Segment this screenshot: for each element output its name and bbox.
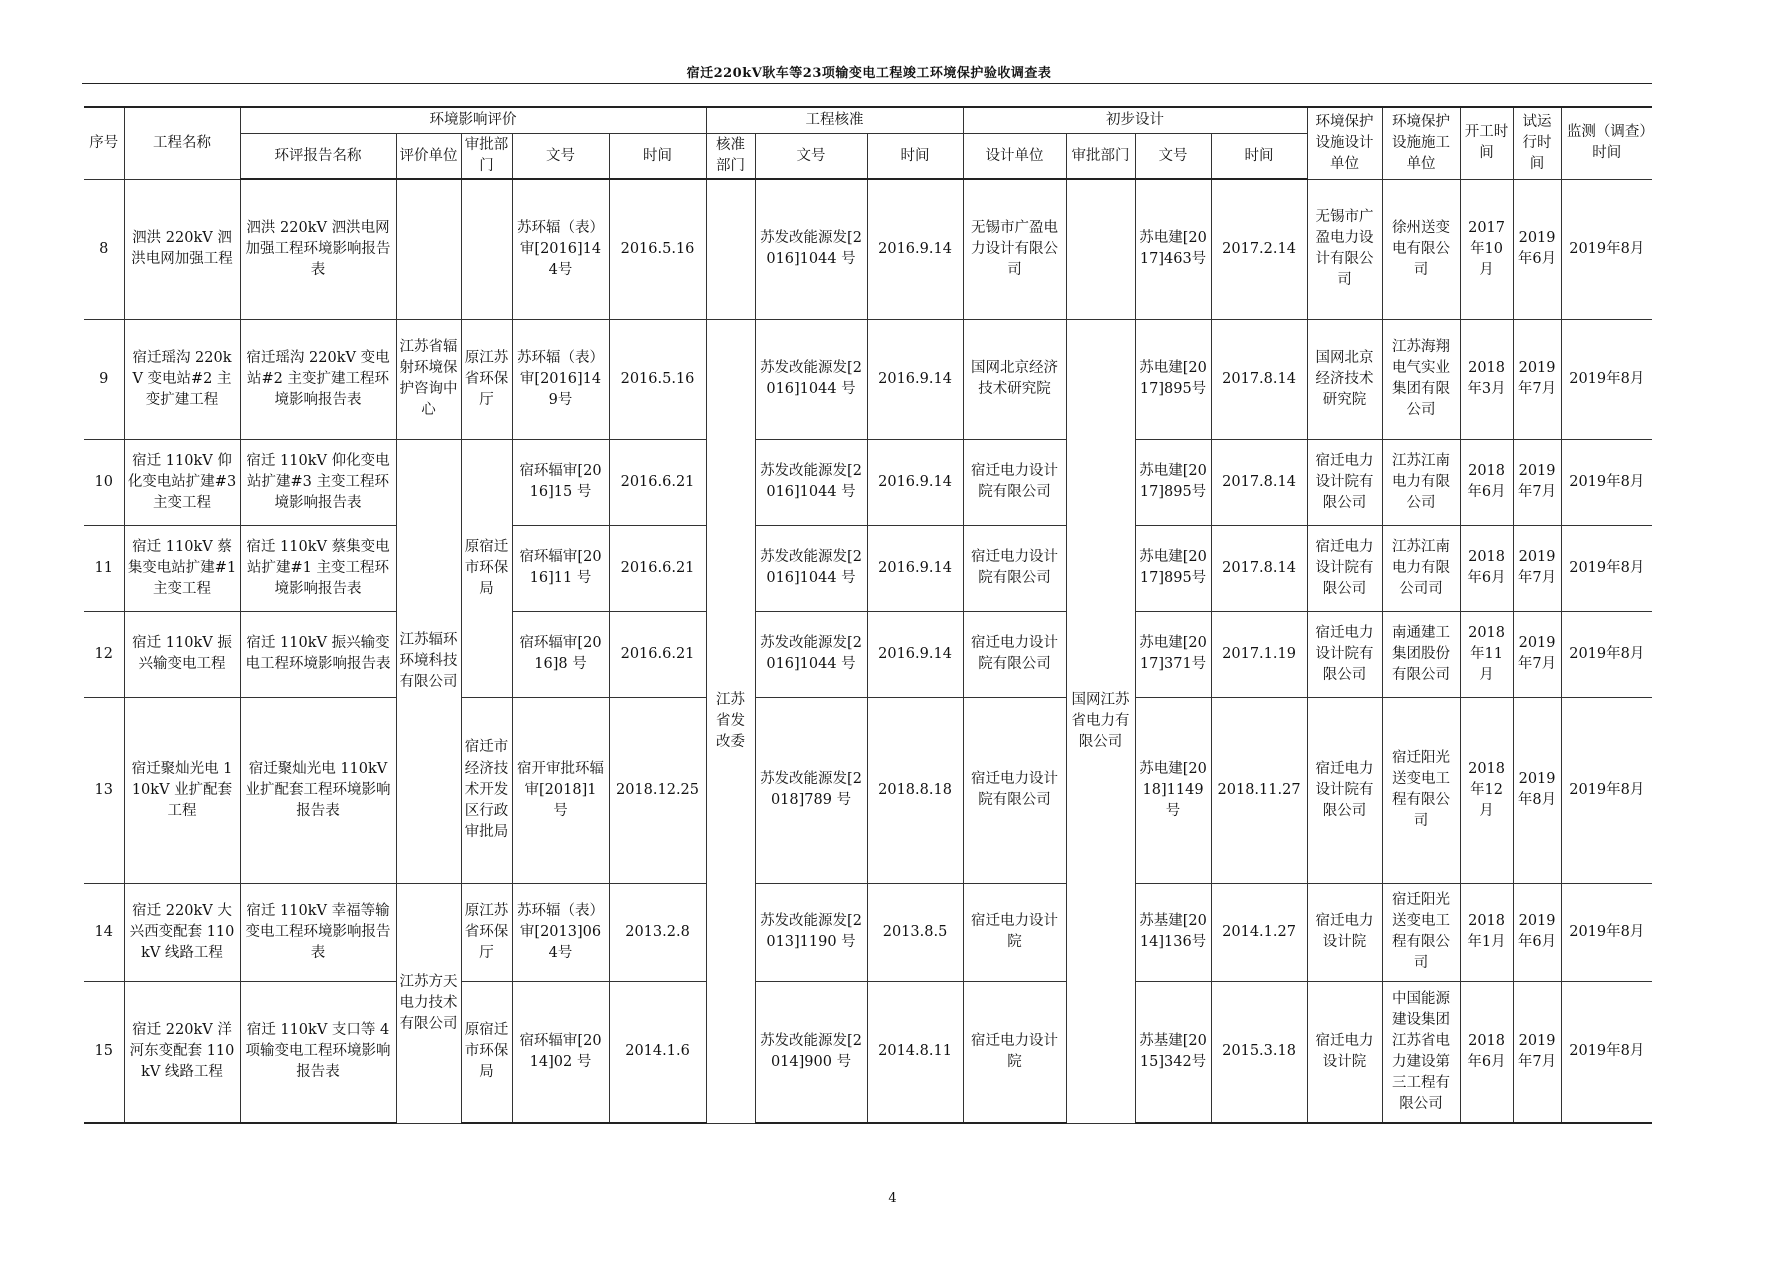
- cell-monitor-time: 2019年8月: [1561, 179, 1652, 319]
- cell-approval-time: 2016.9.14: [867, 611, 963, 697]
- cell-env-build-unit: 江苏江南电力有限公司: [1382, 439, 1460, 525]
- cell-env-build-unit: 宿迁阳光送变电工程有限公司: [1382, 697, 1460, 883]
- page-title: 宿迁220kV耿车等23项输变电工程竣工环境保护验收调查表: [686, 66, 1052, 81]
- cell-approval-time: 2013.8.5: [867, 883, 963, 981]
- cell-approval-time: 2016.9.14: [867, 319, 963, 439]
- cell-design-unit: 宿迁电力设计院有限公司: [963, 525, 1066, 611]
- header-design-dept: 审批部门: [1066, 134, 1135, 180]
- cell-start-time: 2018年6月: [1460, 439, 1513, 525]
- cell-approval-doc: 苏发改能源发[2016]1044 号: [755, 179, 867, 319]
- cell-env-design-unit: 宿迁电力设计院有限公司: [1307, 611, 1382, 697]
- cell-env-design-unit: 无锡市广盈电力设计有限公司: [1307, 179, 1382, 319]
- table-row: [84, 611, 1652, 697]
- cell-design-doc: 苏基建[2015]342号: [1135, 981, 1211, 1123]
- header-approval-dept: 核准部门: [706, 134, 755, 180]
- cell-eia-unit: 江苏省辐射环境保护咨询中心: [396, 319, 461, 439]
- cell-project-name: 宿迁 220kV 洋河东变配套 110kV 线路工程: [124, 981, 240, 1123]
- cell-seq: 8: [84, 179, 124, 319]
- cell-approval-doc: 苏发改能源发[2016]1044 号: [755, 525, 867, 611]
- cell-eia-unit: 江苏方天电力技术有限公司: [396, 883, 461, 1123]
- cell-eia-doc: 宿环辐审[2016]15 号: [512, 439, 609, 525]
- header-trial-time: 试运行时间: [1513, 107, 1561, 179]
- header-design-doc: 文号: [1135, 134, 1211, 180]
- cell-eia-report: 宿迁 110kV 仰化变电站扩建#3 主变工程环境影响报告表: [240, 439, 396, 525]
- cell-eia-report: 宿迁聚灿光电 110kV 业扩配套工程环境影响报告表: [240, 697, 396, 883]
- cell-approval-dept: [706, 179, 755, 319]
- header-design-unit: 设计单位: [963, 134, 1066, 180]
- cell-project-name: 宿迁 220kV 大兴西变配套 110kV 线路工程: [124, 883, 240, 981]
- cell-eia-time: 2018.12.25: [609, 697, 706, 883]
- cell-trial-time: 2019年7月: [1513, 439, 1561, 525]
- cell-env-build-unit: 徐州送变电有限公司: [1382, 179, 1460, 319]
- header-seq: 序号: [84, 107, 124, 179]
- cell-design-unit: 宿迁电力设计院有限公司: [963, 439, 1066, 525]
- cell-eia-report: 宿迁瑶沟 220kV 变电站#2 主变扩建工程环境影响报告表: [240, 319, 396, 439]
- cell-approval-time: 2016.9.14: [867, 439, 963, 525]
- cell-approval-doc: 苏发改能源发[2016]1044 号: [755, 611, 867, 697]
- cell-seq: 9: [84, 319, 124, 439]
- cell-monitor-time: 2019年8月: [1561, 697, 1652, 883]
- cell-design-doc: 苏电建[2017]895号: [1135, 439, 1211, 525]
- cell-design-time: 2015.3.18: [1211, 981, 1307, 1123]
- cell-seq: 10: [84, 439, 124, 525]
- cell-trial-time: 2019年7月: [1513, 525, 1561, 611]
- cell-eia-time: 2016.5.16: [609, 179, 706, 319]
- cell-eia-doc: 苏环辐（表）审[2016]149号: [512, 319, 609, 439]
- cell-env-design-unit: 宿迁电力设计院有限公司: [1307, 525, 1382, 611]
- cell-design-unit: 国网北京经济技术研究院: [963, 319, 1066, 439]
- cell-env-design-unit: 宿迁电力设计院: [1307, 883, 1382, 981]
- cell-env-build-unit: 中国能源建设集团江苏省电力建设第三工程有限公司: [1382, 981, 1460, 1123]
- cell-design-doc: 苏基建[2014]136号: [1135, 883, 1211, 981]
- cell-eia-unit: 江苏辐环环境科技有限公司: [396, 439, 461, 883]
- header-group-approval: 工程核准: [706, 107, 963, 134]
- table-row: [84, 981, 1652, 1123]
- table-row: [84, 883, 1652, 981]
- cell-seq: 15: [84, 981, 124, 1123]
- cell-eia-doc: 宿开审批环辐审[2018]1 号: [512, 697, 609, 883]
- cell-start-time: 2018年6月: [1460, 525, 1513, 611]
- page-number: 4: [888, 1191, 897, 1206]
- cell-monitor-time: 2019年8月: [1561, 611, 1652, 697]
- cell-design-unit: 宿迁电力设计院: [963, 981, 1066, 1123]
- cell-project-name: 宿迁 110kV 仰化变电站扩建#3 主变工程: [124, 439, 240, 525]
- cell-design-dept: [1066, 179, 1135, 319]
- header-eia-report: 环评报告名称: [240, 134, 396, 180]
- cell-design-time: 2018.11.27: [1211, 697, 1307, 883]
- header-monitor-time: 监测（调查）时间: [1561, 107, 1652, 179]
- cell-design-time: 2017.8.14: [1211, 525, 1307, 611]
- table-row: [84, 319, 1652, 439]
- cell-env-build-unit: 宿迁阳光送变电工程有限公司: [1382, 883, 1460, 981]
- header-eia-time: 时间: [609, 134, 706, 180]
- title-divider: [82, 83, 1652, 84]
- cell-start-time: 2017年10月: [1460, 179, 1513, 319]
- header-eia-unit: 评价单位: [396, 134, 461, 180]
- cell-approval-time: 2018.8.18: [867, 697, 963, 883]
- cell-seq: 14: [84, 883, 124, 981]
- header-project-name: 工程名称: [124, 107, 240, 179]
- cell-eia-time: 2016.6.21: [609, 439, 706, 525]
- cell-eia-report: 宿迁 110kV 幸福等输变电工程环境影响报告表: [240, 883, 396, 981]
- cell-trial-time: 2019年8月: [1513, 697, 1561, 883]
- cell-trial-time: 2019年6月: [1513, 883, 1561, 981]
- header-group-eia: 环境影响评价: [240, 107, 706, 134]
- cell-trial-time: 2019年7月: [1513, 611, 1561, 697]
- cell-design-doc: 苏电建[2017]895号: [1135, 319, 1211, 439]
- cell-eia-doc: 苏环辐（表）审[2016]144号: [512, 179, 609, 319]
- cell-design-time: 2017.1.19: [1211, 611, 1307, 697]
- cell-approval-doc: 苏发改能源发[2014]900 号: [755, 981, 867, 1123]
- cell-monitor-time: 2019年8月: [1561, 525, 1652, 611]
- cell-design-unit: 无锡市广盈电力设计有限公司: [963, 179, 1066, 319]
- cell-monitor-time: 2019年8月: [1561, 319, 1652, 439]
- header-approval-doc: 文号: [755, 134, 867, 180]
- cell-seq: 13: [84, 697, 124, 883]
- cell-eia-dept: 原宿迁市环保局: [461, 981, 512, 1123]
- acceptance-survey-table: [84, 106, 1652, 1124]
- cell-approval-time: 2016.9.14: [867, 525, 963, 611]
- cell-env-build-unit: 江苏海翔电气实业集团有限公司: [1382, 319, 1460, 439]
- cell-eia-report: 宿迁 110kV 支口等 4 项输变电工程环境影响报告表: [240, 981, 396, 1123]
- cell-env-design-unit: 国网北京经济技术研究院: [1307, 319, 1382, 439]
- cell-approval-doc: 苏发改能源发[2016]1044 号: [755, 319, 867, 439]
- cell-start-time: 2018年11月: [1460, 611, 1513, 697]
- cell-eia-doc: 宿环辐审[2014]02 号: [512, 981, 609, 1123]
- cell-project-name: 宿迁瑶沟 220kV 变电站#2 主变扩建工程: [124, 319, 240, 439]
- cell-design-time: 2017.8.14: [1211, 319, 1307, 439]
- cell-monitor-time: 2019年8月: [1561, 439, 1652, 525]
- cell-monitor-time: 2019年8月: [1561, 883, 1652, 981]
- cell-design-time: 2017.8.14: [1211, 439, 1307, 525]
- cell-eia-dept: [461, 179, 512, 319]
- cell-env-design-unit: 宿迁电力设计院有限公司: [1307, 697, 1382, 883]
- cell-eia-time: 2016.5.16: [609, 319, 706, 439]
- cell-design-time: 2014.1.27: [1211, 883, 1307, 981]
- cell-eia-report: 泗洪 220kV 泗洪电网加强工程环境影响报告表: [240, 179, 396, 319]
- header-env-build-unit: 环境保护设施施工单位: [1382, 107, 1460, 179]
- cell-eia-doc: 苏环辐（表）审[2013]064号: [512, 883, 609, 981]
- cell-project-name: 宿迁聚灿光电 110kV 业扩配套工程: [124, 697, 240, 883]
- cell-design-time: 2017.2.14: [1211, 179, 1307, 319]
- cell-eia-dept: 原宿迁市环保局: [461, 439, 512, 697]
- cell-approval-time: 2016.9.14: [867, 179, 963, 319]
- cell-design-doc: 苏电建[2017]895号: [1135, 525, 1211, 611]
- cell-eia-report: 宿迁 110kV 蔡集变电站扩建#1 主变工程环境影响报告表: [240, 525, 396, 611]
- cell-design-unit: 宿迁电力设计院: [963, 883, 1066, 981]
- cell-eia-dept: 原江苏省环保厅: [461, 883, 512, 981]
- cell-env-build-unit: 江苏江南电力有限公司司: [1382, 525, 1460, 611]
- cell-project-name: 宿迁 110kV 蔡集变电站扩建#1 主变工程: [124, 525, 240, 611]
- cell-approval-doc: 苏发改能源发[2018]789 号: [755, 697, 867, 883]
- cell-design-doc: 苏电建[2018]1149号: [1135, 697, 1211, 883]
- cell-eia-time: 2016.6.21: [609, 525, 706, 611]
- cell-eia-time: 2014.1.6: [609, 981, 706, 1123]
- cell-env-design-unit: 宿迁电力设计院有限公司: [1307, 439, 1382, 525]
- header-eia-doc: 文号: [512, 134, 609, 180]
- cell-design-unit: 宿迁电力设计院有限公司: [963, 611, 1066, 697]
- cell-design-dept: 国网江苏省电力有限公司: [1066, 319, 1135, 1123]
- cell-eia-dept: 宿迁市经济技术开发区行政审批局: [461, 697, 512, 883]
- cell-approval-time: 2014.8.11: [867, 981, 963, 1123]
- header-env-design-unit: 环境保护设施设计单位: [1307, 107, 1382, 179]
- cell-project-name: 宿迁 110kV 振兴输变电工程: [124, 611, 240, 697]
- cell-approval-doc: 苏发改能源发[2013]1190 号: [755, 883, 867, 981]
- cell-seq: 12: [84, 611, 124, 697]
- cell-trial-time: 2019年6月: [1513, 179, 1561, 319]
- cell-start-time: 2018年3月: [1460, 319, 1513, 439]
- cell-design-doc: 苏电建[2017]371号: [1135, 611, 1211, 697]
- cell-design-unit: 宿迁电力设计院有限公司: [963, 697, 1066, 883]
- cell-eia-dept: 原江苏省环保厅: [461, 319, 512, 439]
- header-group-prelim-design: 初步设计: [963, 107, 1307, 134]
- cell-start-time: 2018年1月: [1460, 883, 1513, 981]
- table-body: [84, 179, 1652, 1123]
- cell-eia-doc: 宿环辐审[2016]11 号: [512, 525, 609, 611]
- table-row: [84, 525, 1652, 611]
- cell-design-doc: 苏电建[2017]463号: [1135, 179, 1211, 319]
- cell-eia-time: 2016.6.21: [609, 611, 706, 697]
- header-start-time: 开工时间: [1460, 107, 1513, 179]
- cell-approval-dept: 江苏省发改委: [706, 319, 755, 1123]
- header-eia-dept: 审批部门: [461, 134, 512, 180]
- header-approval-time: 时间: [867, 134, 963, 180]
- cell-start-time: 2018年6月: [1460, 981, 1513, 1123]
- table-row: [84, 439, 1652, 525]
- header-design-time: 时间: [1211, 134, 1307, 180]
- cell-eia-time: 2013.2.8: [609, 883, 706, 981]
- cell-project-name: 泗洪 220kV 泗洪电网加强工程: [124, 179, 240, 319]
- cell-approval-doc: 苏发改能源发[2016]1044 号: [755, 439, 867, 525]
- cell-monitor-time: 2019年8月: [1561, 981, 1652, 1123]
- table-row: [84, 179, 1652, 319]
- cell-eia-unit: [396, 179, 461, 319]
- cell-eia-report: 宿迁 110kV 振兴输变电工程环境影响报告表: [240, 611, 396, 697]
- cell-env-build-unit: 南通建工集团股份有限公司: [1382, 611, 1460, 697]
- cell-trial-time: 2019年7月: [1513, 981, 1561, 1123]
- cell-start-time: 2018年12月: [1460, 697, 1513, 883]
- cell-eia-doc: 宿环辐审[2016]8 号: [512, 611, 609, 697]
- cell-env-design-unit: 宿迁电力设计院: [1307, 981, 1382, 1123]
- table-row: [84, 697, 1652, 883]
- cell-trial-time: 2019年7月: [1513, 319, 1561, 439]
- cell-seq: 11: [84, 525, 124, 611]
